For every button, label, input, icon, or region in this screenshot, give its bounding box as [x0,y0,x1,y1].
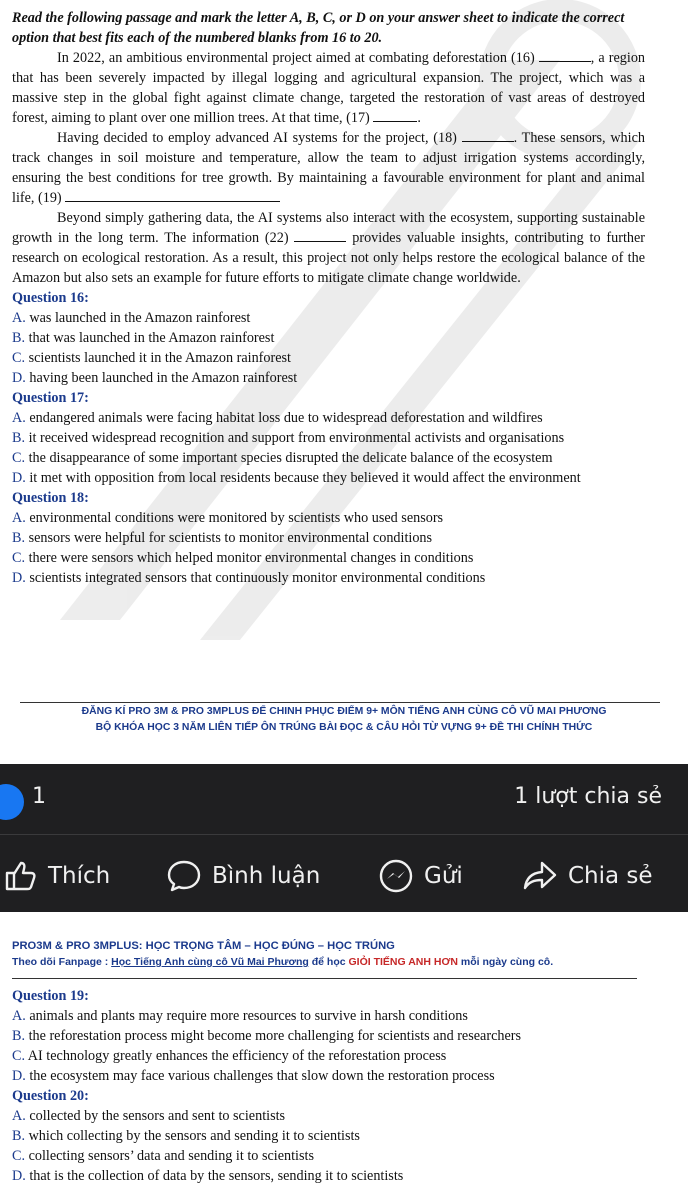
messenger-icon [378,858,414,894]
paragraph-2: Having decided to employ advanced AI systems for the project, (18) . These sensors, which track changes in soil moisture and temperature, allow the team to adjust irrigation systems accordingly, ensuring the best conditions for tree growth. By maintaining a favourable environment for plant and animal life, (19) [12,130,645,206]
comment-button[interactable]: Bình luận [166,856,320,896]
bar-bottom-gap [0,912,688,924]
like-reaction-icon [0,784,24,820]
option-18b[interactable]: B. sensors were helpful for scientists to monitor environmental conditions [12,530,433,546]
promo-bottom-line-1: PRO3M & PRO 3MPLUS: HỌC TRỌNG TÂM – HỌC ĐÚNG – HỌC TRÚNG [12,940,395,952]
option-19a[interactable]: A. animals and plants may require more resources to survive in harsh conditions [12,1008,468,1024]
divider [0,834,688,835]
promo-banner-top [0,704,688,736]
divider-line [20,702,660,703]
option-17d[interactable]: D. it met with opposition from local residents because they believed it would affect the environment [12,470,581,486]
option-18d[interactable]: D. scientists integrated sensors that continuously monitor environmental conditions [12,570,486,586]
paragraph-3: Beyond simply gathering data, the AI systems also interact with the ecosystem, supporting sustainable growth in the long term. The information (22) provides valuable insights, contributing to further research on ecological restoration. As a result, this project not only helps restore the ecological balance of the Amazon but also sets an example for future efforts to mitigate climate change worldwide. [12,210,646,286]
option-20d[interactable]: D. that is the collection of data by the sensors, sending it to scientists [12,1168,404,1184]
blank-18 [462,128,514,142]
option-16b[interactable]: B. that was launched in the Amazon rainforest [12,330,275,346]
option-18a[interactable]: A. environmental conditions were monitored by scientists who used sensors [12,510,444,526]
question-19-label: Question 19: [12,988,89,1004]
option-17b[interactable]: B. it received widespread recognition and support from environmental activists and organisations [12,430,565,446]
option-20a[interactable]: A. collected by the sensors and sent to scientists [12,1108,286,1124]
like-button[interactable]: Thích [4,856,110,896]
share-count[interactable]: 1 lượt chia sẻ [514,784,662,809]
blank-17 [373,108,417,122]
question-17-label: Question 17: [12,390,89,406]
promo-banner-bottom [12,938,677,970]
share-arrow-icon [522,859,558,893]
option-19d[interactable]: D. the ecosystem may face various challenges that slow down the restoration process [12,1068,495,1084]
option-20c[interactable]: C. collecting sensors’ data and sending it to scientists [12,1148,314,1164]
share-button[interactable]: Chia sẻ [522,856,653,896]
like-count[interactable]: 1 [32,784,46,809]
option-17c[interactable]: C. the disappearance of some important species disrupted the delicate balance of the ecosystem [12,450,553,466]
option-20b[interactable]: B. which collecting by the sensors and sending it to scientists [12,1128,360,1144]
question-18-label: Question 18: [12,490,89,506]
instructions: Read the following passage and mark the letter A, B, C, or D on your answer sheet to indicate the correct option that best fits each of the numbered blanks from 16 to 20. [12,10,625,46]
option-17a[interactable]: A. endangered animals were facing habitat loss due to widespread deforestation and wildfires [12,410,543,426]
reading-passage-section [12,8,645,588]
questions-section-2 [12,986,645,1186]
paragraph-1: In 2022, an ambitious environmental project aimed at combating deforestation (16) , a region that has been severely impacted by illegal logging and agricultural expansion. The project, which was a massive step in the global fight against climate change, targeted the restoration of vast areas of destroyed forest, aiming to plant over one million trees. At that time, (17) . [12,50,646,126]
social-share-bar [0,764,688,924]
option-16a[interactable]: A. was launched in the Amazon rainforest [12,310,251,326]
comment-bubble-icon [166,859,202,893]
fanpage-link[interactable]: Học Tiếng Anh cùng cô Vũ Mai Phương [111,956,309,968]
divider-line [12,978,637,979]
promo-line-2: BỘ KHÓA HỌC 3 NĂM LIÊN TIẾP ÔN TRÚNG BÀI ĐỌC & CÂU HỎI TỪ VỰNG 9+ ĐỀ THI CHÍNH THỨC [95,722,593,733]
blank-16 [539,48,591,62]
option-16c[interactable]: C. scientists launched it in the Amazon rainforest [12,350,291,366]
option-18c[interactable]: C. there were sensors which helped monitor environmental changes in conditions [12,550,474,566]
send-button[interactable]: Gửi [378,856,463,896]
question-16-label: Question 16: [12,290,89,306]
promo-line-1: ĐĂNG KÍ PRO 3M & PRO 3MPLUS ĐỂ CHINH PHỤC ĐIỂM 9+ MÔN TIẾNG ANH CÙNG CÔ VŨ MAI PHƯƠNG [81,706,607,717]
thumbs-up-icon [4,859,38,893]
option-19b[interactable]: B. the reforestation process might become more challenging for scientists and researchers [12,1028,522,1044]
blank-19 [65,188,280,202]
question-20-label: Question 20: [12,1088,89,1104]
option-16d[interactable]: D. having been launched in the Amazon rainforest [12,370,298,386]
promo-bottom-line-2: Theo dõi Fanpage : Học Tiếng Anh cùng cô Vũ Mai Phương để học GIỎI TIẾNG ANH HƠN mỗi ngày cùng cô. [12,956,554,968]
blank-20 [294,228,346,242]
option-19c[interactable]: C. AI technology greatly enhances the efficiency of the reforestation process [12,1048,447,1064]
